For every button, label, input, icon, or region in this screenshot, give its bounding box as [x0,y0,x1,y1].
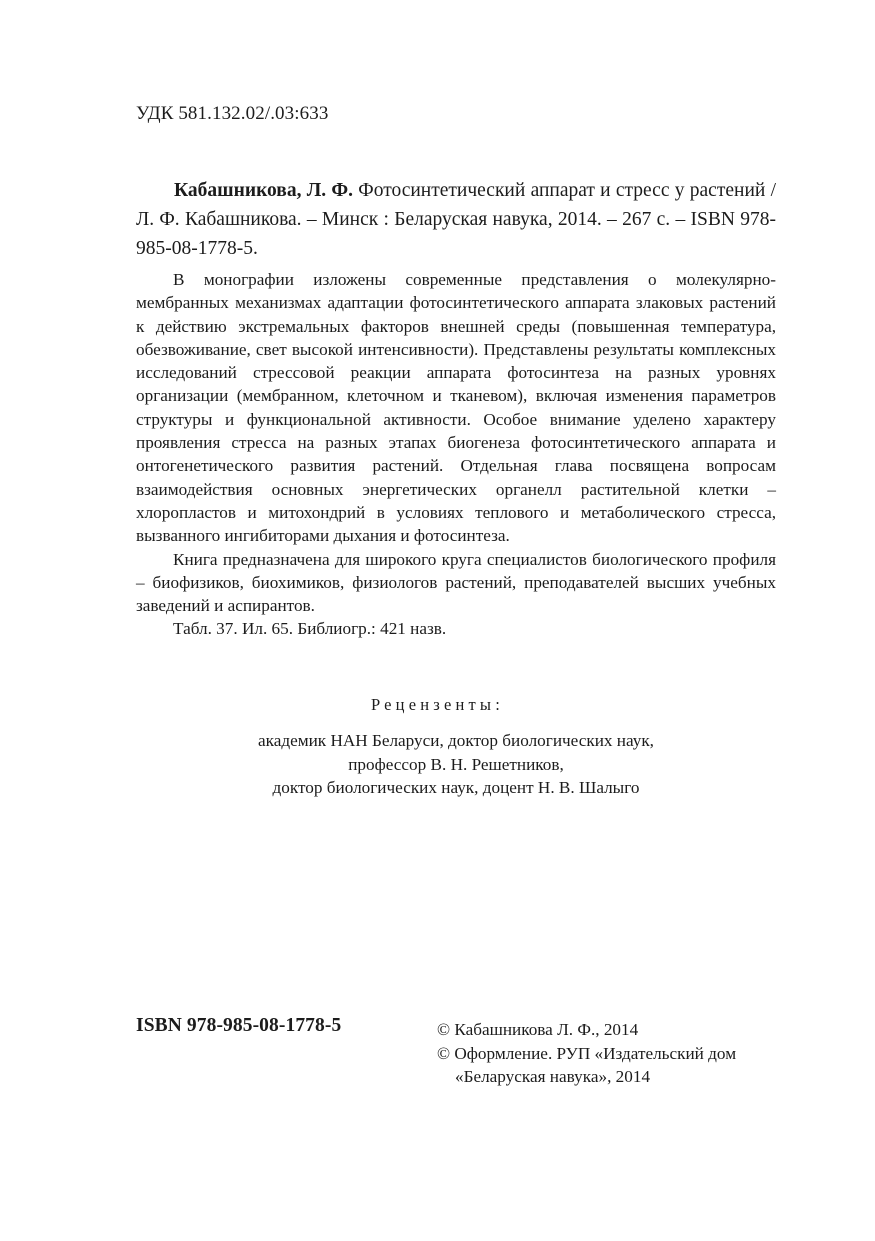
abstract-statistics: Табл. 37. Ил. 65. Библиогр.: 421 назв. [173,619,447,639]
author-name: Кабашникова, Л. Ф. [174,180,354,201]
copyright-design: © Оформление. РУП «Издательский дом [437,1043,737,1063]
reviewer-line: профессор В. Н. Решетников, [348,754,564,774]
abstract-paragraph: В монографии изложены современные представления о молекулярно-мембранных механизмах адаптации фотосинтетического аппарата злаковых растений к действию экстремальных факторов внешней среды (повышенная температура, обезвоживание, свет высокой интенсивности). Представлены результаты комплексных исследований стрессовой реакции аппарата фотосинтеза на разных уровнях организации (мембранном, клеточном и тканевом), включая изменения параметров структуры и функциональной активности. Особое внимание уделено характеру проявления стресса на разных этапах биогенеза фотосинтетического аппарата и онтогенетического развития растений. Отдельная глава посвящена вопросам взаимодействия основных энергетических органелл растительной клетки – хлоропластов и митохондрий в условиях теплового и метаболического стресса, вызванного ингибиторами дыхания и фотосинтеза. [136,270,776,546]
bibliographic-record [136,176,776,263]
abstract-paragraph: Книга предназначена для широкого круга специалистов биологического профиля – биофизиков, биохимиков, физиологов растений, преподавателей высших учебных заведений и аспирантов. [136,549,776,616]
abstract [136,268,776,641]
reviewer-line: доктор биологических наук, доцент Н. В. Шалыго [272,778,640,797]
copyright-block [437,1018,736,1089]
copyright-publisher: «Беларуская навука», 2014 [455,1067,651,1086]
isbn-number: ISBN 978-985-08-1778-5 [136,1015,342,1036]
udk-code: УДК 581.132.02/.03:633 [136,103,329,124]
reviewers-list [136,729,776,800]
copyright-author: © Кабашникова Л. Ф., 2014 [437,1020,639,1039]
reviewer-line: академик НАН Беларуси, доктор биологических наук, [258,731,654,750]
reviewers-heading: Рецензенты: [370,695,505,714]
bibliographic-description: Фотосинтетический аппарат и стресс у растений / Л. Ф. Кабашникова. – Минск : Беларуская навука, 2014. – 267 с. – ISBN 978-985-08-1778-5. [136,180,776,259]
